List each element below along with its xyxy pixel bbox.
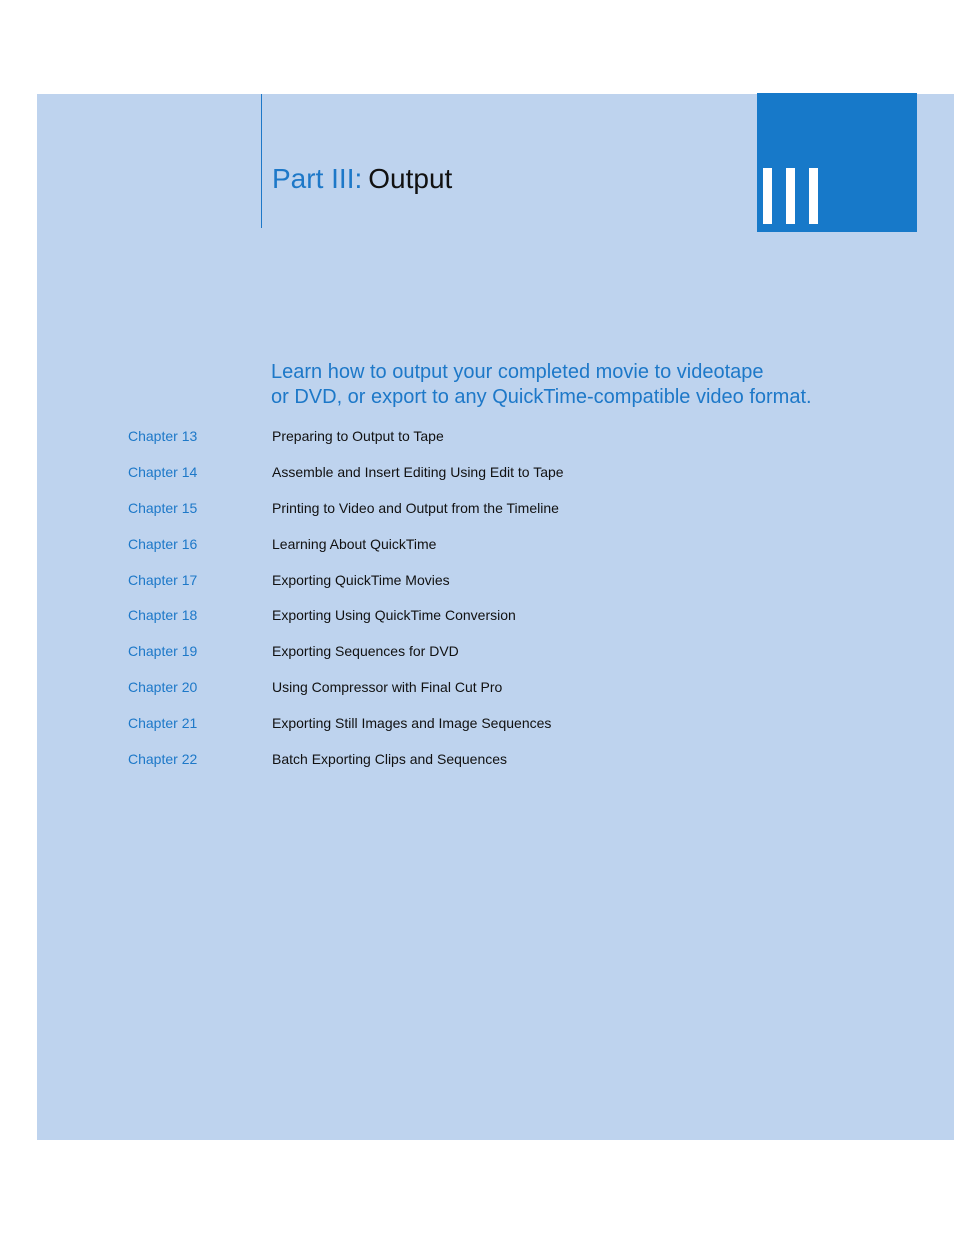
chapter-title[interactable]: Preparing to Output to Tape — [272, 428, 444, 444]
chapter-label[interactable]: Chapter 21 — [128, 715, 198, 732]
chapter-row[interactable] — [128, 640, 888, 676]
roman-numeral-badge — [757, 93, 917, 232]
chapter-label[interactable]: Chapter 22 — [128, 751, 198, 768]
chapter-label[interactable]: Chapter 13 — [128, 428, 198, 444]
chapter-row[interactable] — [128, 676, 888, 712]
numeral-stroke — [809, 168, 818, 224]
intro-text — [271, 360, 871, 410]
part-label: Part III: — [272, 163, 363, 194]
chapter-title[interactable]: Exporting Using QuickTime Conversion — [272, 607, 516, 624]
part-name: Output — [368, 163, 453, 194]
chapter-label[interactable]: Chapter 17 — [128, 571, 198, 588]
chapter-title[interactable]: Assemble and Insert Editing Using Edit to Tape — [272, 463, 564, 480]
chapter-label[interactable]: Chapter 15 — [128, 499, 198, 516]
chapter-label[interactable]: Chapter 20 — [128, 679, 198, 696]
chapter-row[interactable] — [128, 425, 888, 461]
chapter-row[interactable] — [128, 712, 888, 748]
chapter-label[interactable]: Chapter 19 — [128, 643, 198, 660]
chapter-row[interactable] — [128, 497, 888, 533]
page-title — [272, 160, 452, 198]
chapter-row[interactable] — [128, 461, 888, 497]
title-divider — [261, 94, 262, 228]
chapter-list — [128, 425, 888, 784]
chapter-title[interactable]: Exporting QuickTime Movies — [272, 571, 450, 588]
chapter-label[interactable]: Chapter 18 — [128, 607, 198, 624]
roman-numeral-glyph — [763, 168, 818, 224]
intro-line: or DVD, or export to any QuickTime-compatible video format. — [271, 386, 812, 408]
chapter-label[interactable]: Chapter 14 — [128, 463, 198, 480]
numeral-stroke — [786, 168, 795, 224]
chapter-label[interactable]: Chapter 16 — [128, 535, 198, 552]
chapter-title[interactable]: Learning About QuickTime — [272, 535, 437, 552]
chapter-row[interactable] — [128, 533, 888, 569]
chapter-title[interactable]: Exporting Still Images and Image Sequences — [272, 715, 552, 732]
chapter-title[interactable]: Printing to Video and Output from the Timeline — [272, 499, 559, 516]
numeral-stroke — [763, 168, 772, 224]
chapter-title[interactable]: Using Compressor with Final Cut Pro — [272, 679, 503, 696]
chapter-row[interactable] — [128, 604, 888, 640]
chapter-title[interactable]: Exporting Sequences for DVD — [272, 643, 459, 660]
chapter-row[interactable] — [128, 569, 888, 605]
chapter-title[interactable]: Batch Exporting Clips and Sequences — [272, 751, 508, 768]
intro-line: Learn how to output your completed movie to videotape — [271, 361, 764, 383]
chapter-row[interactable] — [128, 748, 888, 784]
